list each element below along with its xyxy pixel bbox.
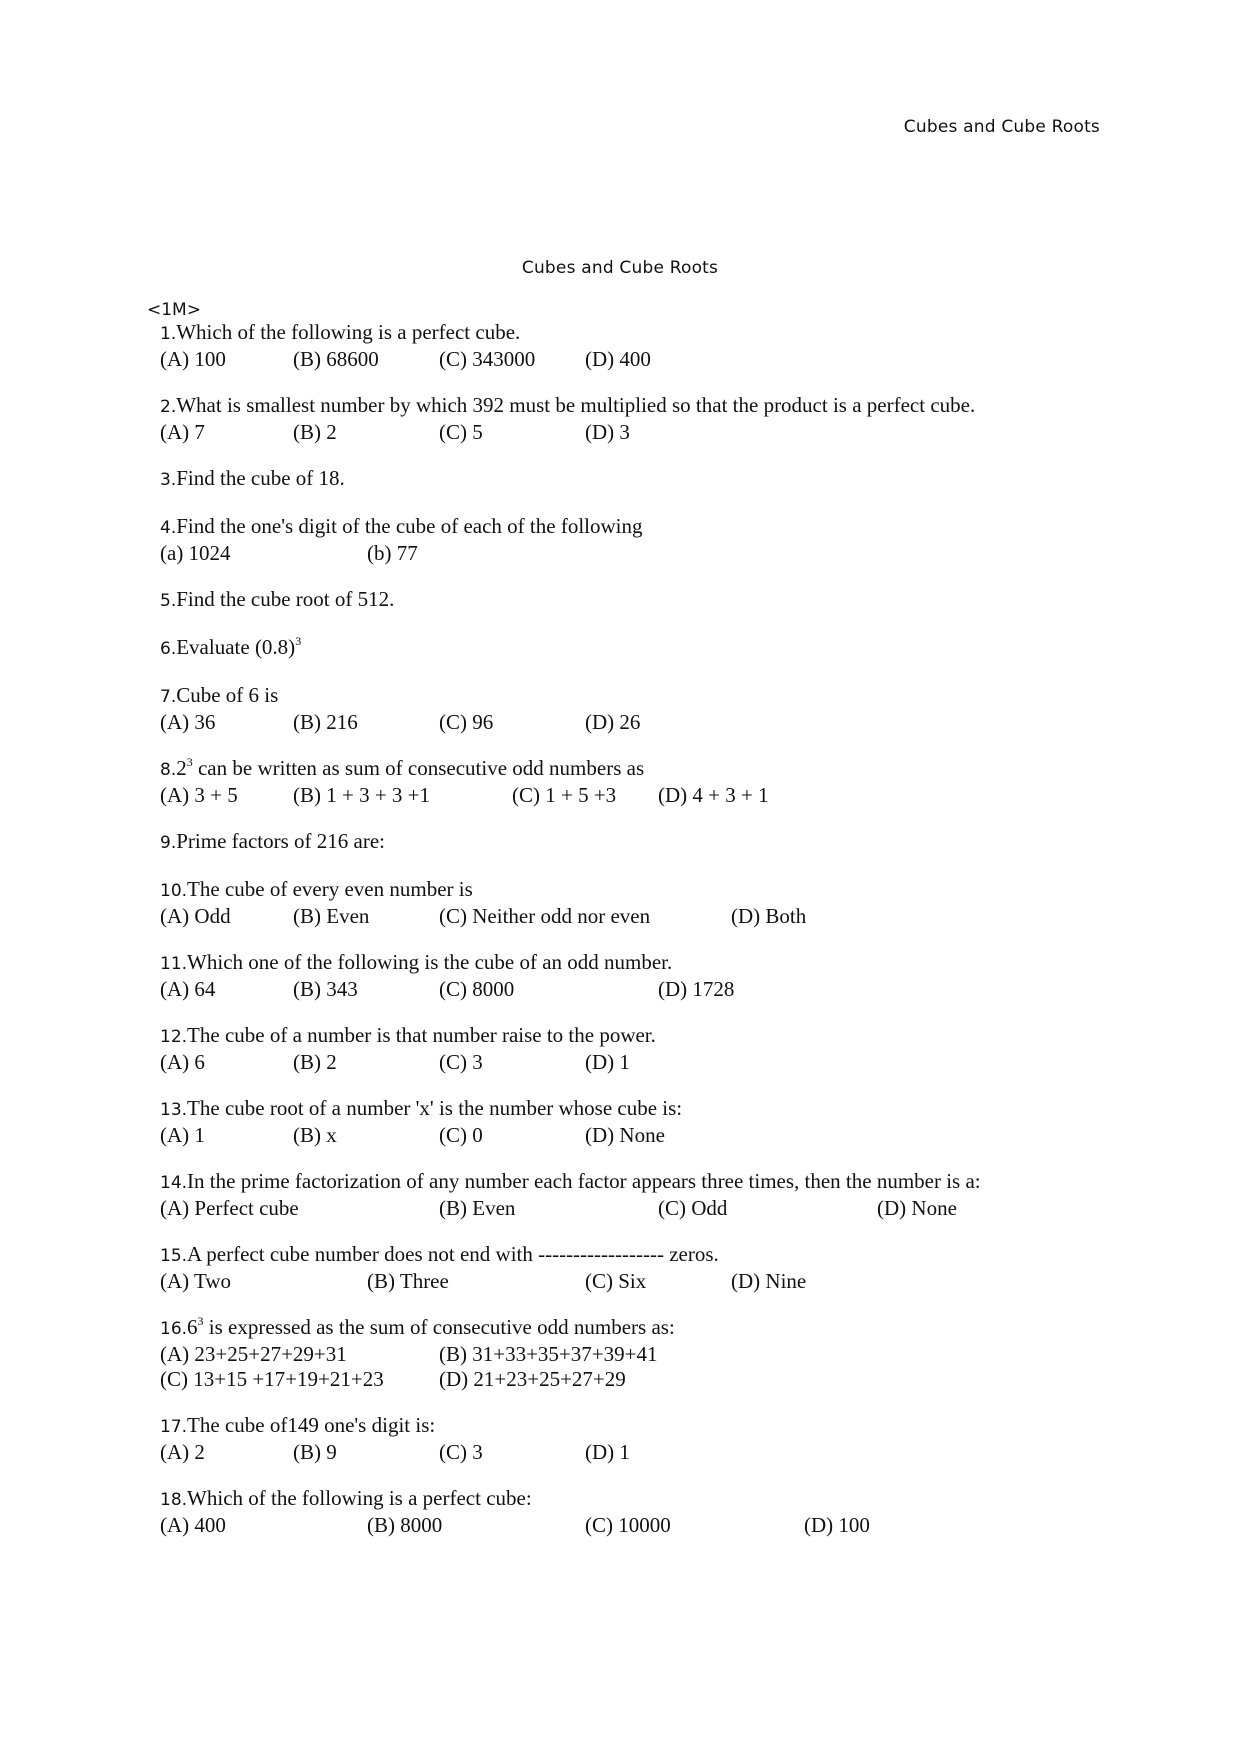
- question-1: [160, 320, 1120, 372]
- options-row: [160, 710, 1120, 735]
- question-list: [160, 320, 1120, 1559]
- options-row: [160, 1196, 1120, 1221]
- option-a: (A) 6: [160, 1050, 205, 1074]
- option-b: (B) 216: [293, 710, 358, 734]
- option-b: (B) 2: [293, 420, 337, 444]
- option-a: (A) Two: [160, 1269, 232, 1293]
- question-text: can be written as sum of consecutive odd numbers as: [192, 756, 645, 780]
- options-row: [160, 1367, 1120, 1392]
- option-b: (B) 9: [293, 1440, 337, 1464]
- options-row: [160, 1269, 1120, 1294]
- question-16: [160, 1315, 1120, 1392]
- question-14: [160, 1169, 1120, 1221]
- option-d: (D) 1: [585, 1050, 630, 1074]
- option-a: (a) 1024: [160, 541, 231, 565]
- option-c: (C) 3: [439, 1050, 483, 1074]
- question-number: 3.: [160, 470, 177, 490]
- question-text: Find the cube of 18.: [176, 466, 345, 490]
- question-text: Evaluate (0.8): [176, 635, 296, 659]
- base-number: 2: [176, 756, 187, 780]
- option-a: (A) 400: [160, 1513, 226, 1537]
- question-text: The cube of149 one's digit is:: [187, 1413, 436, 1437]
- question-number: 7.: [160, 687, 177, 707]
- question-11: [160, 950, 1120, 1002]
- option-c: (C) Neither odd nor even: [439, 904, 651, 928]
- question-3: [160, 466, 1120, 493]
- option-a: (A) 7: [160, 420, 205, 444]
- question-5: [160, 587, 1120, 614]
- option-d: (D) 400: [585, 347, 651, 371]
- question-number: 16.: [160, 1319, 188, 1339]
- option-c: (C) 5: [439, 420, 483, 444]
- question-number: 13.: [160, 1100, 188, 1120]
- options-row: [160, 1342, 1120, 1367]
- question-8: [160, 756, 1120, 808]
- option-a: (A) 2: [160, 1440, 205, 1464]
- exponent: 3: [295, 634, 302, 648]
- option-d: (D) 26: [585, 710, 641, 734]
- question-text: Find the cube root of 512.: [176, 587, 395, 611]
- marks-label: <1M>: [147, 300, 201, 320]
- question-text: Which of the following is a perfect cube:: [187, 1486, 532, 1510]
- option-b: (B) Three: [367, 1269, 449, 1293]
- question-6: [160, 635, 1120, 662]
- question-number: 11.: [160, 954, 188, 974]
- option-d: (D) Both: [731, 904, 807, 928]
- question-15: [160, 1242, 1120, 1294]
- options-row: [160, 347, 1120, 372]
- question-text: Find the one's digit of the cube of each of the following: [176, 514, 643, 538]
- options-row: [160, 541, 1120, 566]
- options-row: [160, 420, 1120, 445]
- option-b: (b) 77: [367, 541, 418, 565]
- options-row: [160, 1440, 1120, 1465]
- option-a: (A) 100: [160, 347, 226, 371]
- question-17: [160, 1413, 1120, 1465]
- question-number: 4.: [160, 518, 177, 538]
- question-7: [160, 683, 1120, 735]
- option-c: (C) 10000: [585, 1513, 671, 1537]
- question-10: [160, 877, 1120, 929]
- option-d: (D) 1: [585, 1440, 630, 1464]
- question-number: 17.: [160, 1417, 188, 1437]
- question-number: 1.: [160, 324, 177, 344]
- question-9: [160, 829, 1120, 856]
- option-b: (B) 2: [293, 1050, 337, 1074]
- question-number: 15.: [160, 1246, 188, 1266]
- question-text: Which of the following is a perfect cube.: [176, 320, 521, 344]
- option-d: (D) 3: [585, 420, 630, 444]
- question-text: The cube of every even number is: [187, 877, 473, 901]
- option-a: (A) 64: [160, 977, 216, 1001]
- option-b: (B) Even: [293, 904, 370, 928]
- option-c: (C) 0: [439, 1123, 483, 1147]
- question-2: [160, 393, 1120, 445]
- question-18: [160, 1486, 1120, 1538]
- question-text: is expressed as the sum of consecutive odd numbers as:: [203, 1315, 675, 1339]
- exponent: 3: [186, 755, 193, 769]
- options-row: [160, 1050, 1120, 1075]
- option-b: (B) x: [293, 1123, 337, 1147]
- option-b: (B) Even: [439, 1196, 516, 1220]
- options-row: [160, 1123, 1120, 1148]
- option-a: (A) Perfect cube: [160, 1196, 299, 1220]
- option-a: (A) 36: [160, 710, 216, 734]
- question-number: 18.: [160, 1490, 188, 1510]
- question-text: The cube of a number is that number raise to the power.: [187, 1023, 656, 1047]
- question-number: 6.: [160, 639, 177, 659]
- question-number: 8.: [160, 760, 177, 780]
- option-d: (D) 21+23+25+27+29: [439, 1367, 626, 1391]
- option-a: (A) 23+25+27+29+31: [160, 1342, 347, 1366]
- question-4: [160, 514, 1120, 566]
- option-d: (D) None: [585, 1123, 665, 1147]
- option-d: (D) Nine: [731, 1269, 807, 1293]
- question-13: [160, 1096, 1120, 1148]
- question-number: 5.: [160, 591, 177, 611]
- option-c: (C) 96: [439, 710, 494, 734]
- option-d: (D) 100: [804, 1513, 870, 1537]
- option-d: (D) 4 + 3 + 1: [658, 783, 769, 807]
- base-number: 6: [187, 1315, 198, 1339]
- option-a: (A) Odd: [160, 904, 231, 928]
- options-row: [160, 904, 1120, 929]
- question-text: In the prime factorization of any number each factor appears three times, then the number is a:: [187, 1169, 981, 1193]
- option-b: (B) 68600: [293, 347, 379, 371]
- option-d: (D) None: [877, 1196, 957, 1220]
- question-number: 12.: [160, 1027, 188, 1047]
- option-b: (B) 343: [293, 977, 358, 1001]
- question-number: 14.: [160, 1173, 188, 1193]
- option-d: (D) 1728: [658, 977, 735, 1001]
- option-c: (C) Odd: [658, 1196, 728, 1220]
- question-number: 2.: [160, 397, 177, 417]
- option-c: (C) 8000: [439, 977, 515, 1001]
- question-number: 10.: [160, 881, 188, 901]
- option-c: (C) 13+15 +17+19+21+23: [160, 1367, 384, 1391]
- options-row: [160, 783, 1120, 808]
- option-c: (C) 3: [439, 1440, 483, 1464]
- question-text: Cube of 6 is: [176, 683, 279, 707]
- exponent: 3: [197, 1314, 204, 1328]
- question-12: [160, 1023, 1120, 1075]
- page-title: Cubes and Cube Roots: [521, 258, 719, 278]
- option-a: (A) 3 + 5: [160, 783, 238, 807]
- question-text: Which one of the following is the cube of an odd number.: [187, 950, 673, 974]
- question-text: The cube root of a number 'x' is the number whose cube is:: [187, 1096, 683, 1120]
- option-b: (B) 31+33+35+37+39+41: [439, 1342, 658, 1366]
- option-b: (B) 8000: [367, 1513, 443, 1537]
- question-text: A perfect cube number does not end with ------------------ zeros.: [187, 1242, 719, 1266]
- question-text: Prime factors of 216 are:: [176, 829, 385, 853]
- running-header: Cubes and Cube Roots: [903, 117, 1100, 137]
- option-c: (C) 343000: [439, 347, 536, 371]
- option-b: (B) 1 + 3 + 3 +1: [293, 783, 431, 807]
- option-c: (C) 1 + 5 +3: [512, 783, 617, 807]
- question-number: 9.: [160, 833, 177, 853]
- question-text: What is smallest number by which 392 must be multiplied so that the product is a perfect cube.: [176, 393, 976, 417]
- options-row: [160, 1513, 1120, 1538]
- option-c: (C) Six: [585, 1269, 647, 1293]
- options-row: [160, 977, 1120, 1002]
- option-a: (A) 1: [160, 1123, 205, 1147]
